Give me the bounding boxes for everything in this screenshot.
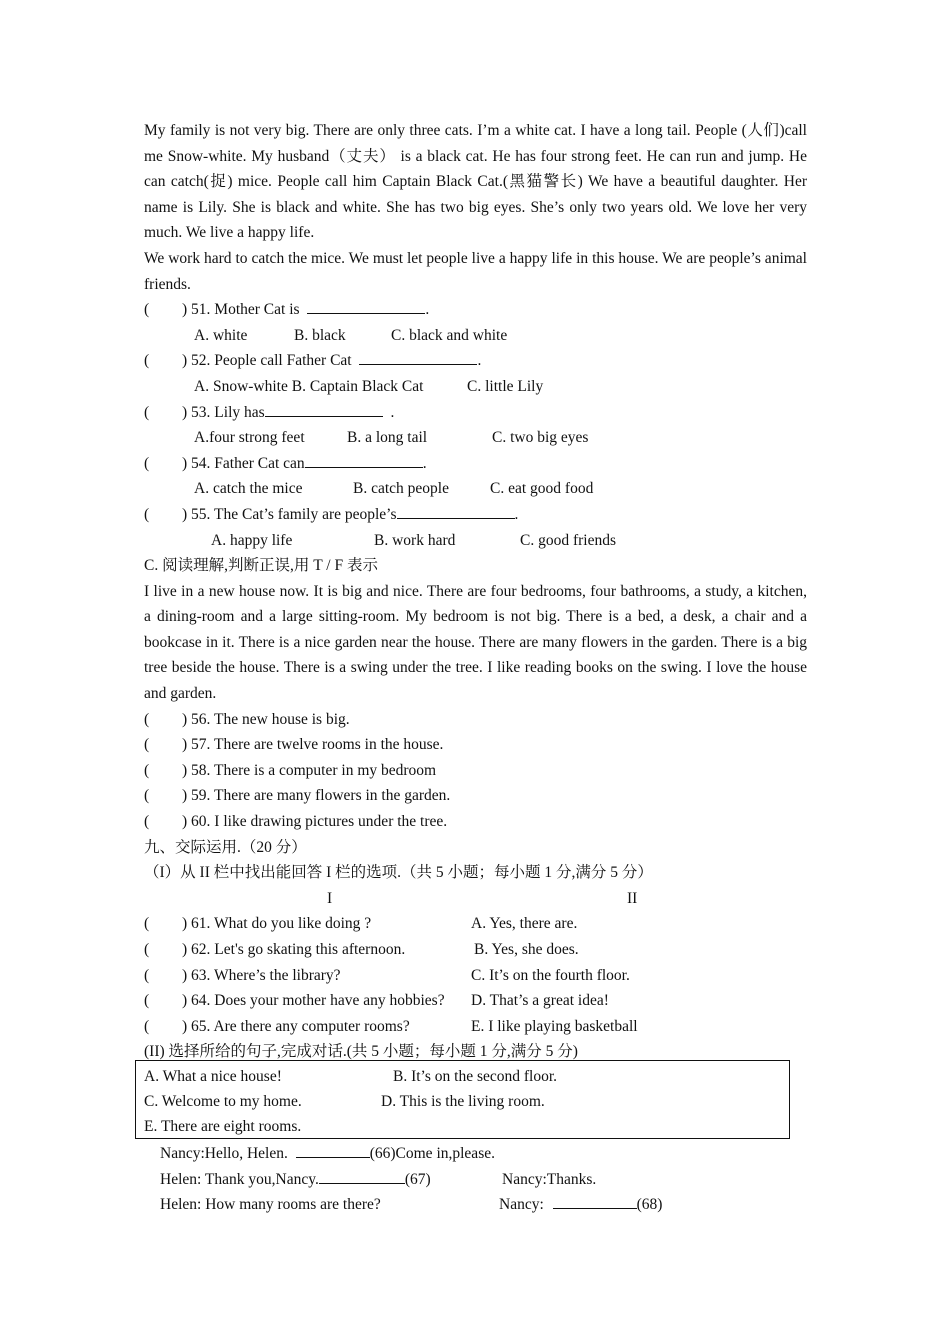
tf-item-59: ( ) 59. There are many flowers in the garden. [144, 783, 807, 809]
column-ii-label: II [627, 889, 638, 907]
answer-paren[interactable]: ( [144, 761, 150, 779]
answer-blank-68[interactable] [553, 1194, 637, 1209]
answer-paren[interactable]: ( [144, 787, 150, 805]
answer-paren[interactable]: ( [144, 813, 150, 831]
section-9-heading: 九、交际运用.（20 分） [144, 838, 307, 856]
box-option-c: C. Welcome to my home. [144, 1093, 302, 1110]
answer-blank[interactable] [397, 504, 515, 519]
sentence-options-box [135, 1060, 790, 1139]
answer-paren[interactable]: ( [144, 915, 150, 933]
options-52: A. Snow-white B. Captain Black Cat C. little Lily [194, 377, 544, 395]
answer-paren[interactable]: ( [144, 941, 150, 958]
tf-item-57: ( ) 57. There are twelve rooms in the house. [144, 732, 807, 758]
dialogue-nancy-thanks: Nancy:Thanks. [502, 1171, 597, 1188]
box-option-a: A. What a nice house! [144, 1068, 282, 1085]
answer-paren[interactable]: ( [144, 710, 150, 728]
answer-blank[interactable] [265, 402, 383, 417]
answer-paren[interactable]: ( [144, 736, 150, 754]
answer-paren[interactable]: ( [144, 992, 150, 1010]
match-row-63: ( ) 63. Where’s the library? C. It’s on the fourth floor. [144, 963, 807, 989]
part-1-heading: （I）从 II 栏中找出能回答 I 栏的选项.（共 5 小题；每小题 1 分,满分 5 分） [144, 864, 653, 882]
tf-item-60: ( ) 60. I like drawing pictures under the tree. [144, 809, 807, 835]
options-54: A. catch the mice B. catch people C. eat good food [194, 480, 594, 498]
question-51: ( ) 51. Mother Cat is . [144, 297, 807, 323]
tf-item-56: ( ) 56. The new house is big. [144, 707, 807, 733]
answer-paren[interactable]: ( [144, 966, 150, 984]
question-55: ( ) 55. The Cat’s family are people’s . [144, 502, 807, 528]
box-option-e: E. There are eight rooms. [144, 1118, 302, 1135]
answer-paren[interactable]: ( [144, 403, 150, 421]
answer-blank[interactable] [305, 453, 423, 468]
answer-blank-66[interactable] [296, 1143, 370, 1158]
passage-cats-p2: We work hard to catch the mice. We must let people live a happy life in this house. We are people’s animal friends. [144, 249, 807, 293]
dialogue-line-66: Nancy:Hello, Helen. (66)Come in,please. [160, 1145, 495, 1162]
dialogue-line-67: Helen: Thank you,Nancy. (67) [160, 1171, 431, 1188]
box-option-d: D. This is the living room. [381, 1093, 545, 1110]
answer-paren[interactable]: ( [144, 352, 150, 370]
answer-paren[interactable]: ( [144, 454, 150, 472]
question-54: ( ) 54. Father Cat can . [144, 451, 807, 477]
answer-blank[interactable] [307, 299, 425, 314]
part-2-heading: (II) 选择所给的句子,完成对话.(共 5 小题；每小题 1 分,满分 5 分) [144, 1043, 578, 1061]
match-row-64: ( ) 64. Does your mother have any hobbies? D. That’s a great idea! [144, 988, 807, 1014]
passage-cats-p1: My family is not very big. There are only three cats. I’m a white cat. I have a long tail. People (人们)call me Snow-white. My husband（丈夫） is a black cat. He has four strong feet. He can run and jump. He can catch(捉) mice. People call him Captain Black Cat.(黑猫警长) We have a beautiful daughter. Her name is Lily. She is black and white. She has two big eyes. She’s only two years old. We love her very much. We live a happy life. [144, 122, 807, 242]
match-row-62: ( ) 62. Let's go skating this afternoon. B. Yes, she does. [144, 937, 807, 963]
box-option-b: B. It’s on the second floor. [393, 1068, 558, 1085]
dialogue-line-helen-rooms: Helen: How many rooms are there? [160, 1196, 381, 1213]
question-52: ( ) 52. People call Father Cat . [144, 348, 807, 374]
column-i-label: I [327, 889, 333, 907]
match-row-65: ( ) 65. Are there any computer rooms? E. I like playing basketball [144, 1014, 807, 1040]
worksheet-page [144, 118, 807, 1065]
match-row-61: ( ) 61. What do you like doing ? A. Yes, there are. [144, 911, 807, 937]
answer-paren[interactable]: ( [144, 505, 150, 523]
options-55: A. happy life B. work hard C. good friends [211, 531, 617, 549]
dialogue-line-68: Nancy: (68) [499, 1196, 663, 1213]
column-headers [144, 886, 807, 912]
options-51: A. white B. black C. black and white [194, 326, 508, 344]
answer-paren[interactable]: ( [144, 1017, 150, 1035]
section-c-heading: C. 阅读理解,判断正误,用 T / F 表示 [144, 557, 378, 575]
tf-item-58: ( ) 58. There is a computer in my bedroom [144, 758, 807, 784]
answer-paren[interactable]: ( [144, 301, 150, 319]
answer-blank[interactable] [359, 350, 477, 365]
answer-blank-67[interactable] [319, 1169, 405, 1184]
passage-house: I live in a new house now. It is big and nice. There are four bedrooms, four bathrooms, a study, a kitchen, a dining-room and a large sitting-room. My bedroom is not big. There is a bed, a desk, a chair and a bookcase in it. There is a nice garden near the house. There are many flowers in the garden. There is a big tree beside the house. There is a swing under the tree. I like reading books on the swing. I love the house and garden. [144, 582, 807, 703]
question-53: ( ) 53. Lily has . [144, 400, 807, 426]
options-53: A.four strong feet B. a long tail C. two big eyes [194, 429, 589, 447]
